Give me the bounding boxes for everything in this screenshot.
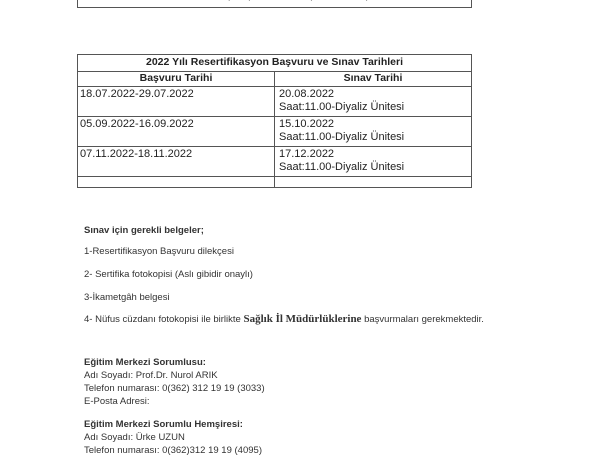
empty-row bbox=[78, 177, 472, 188]
phone-line bbox=[220, 0, 370, 1]
document-item-3: 3-İkametgâh belgesi bbox=[84, 292, 170, 303]
contact-1-email: E-Posta Adresi: bbox=[84, 396, 150, 407]
exam-detail: Saat:11.00-Diyaliz Ünitesi bbox=[279, 131, 405, 143]
exam-cell bbox=[275, 87, 472, 117]
document-item-4-post: başvurmaları gerekmektedir. bbox=[361, 314, 484, 325]
contact-2-phone: Telefon numarası: 0(362)312 19 19 (4095) bbox=[84, 445, 262, 456]
table-row bbox=[78, 87, 472, 117]
exam-schedule-table bbox=[77, 54, 472, 188]
exam-detail: Saat:11.00-Diyaliz Ünitesi bbox=[279, 101, 405, 113]
exam-detail: Saat:11.00-Diyaliz Ünitesi bbox=[279, 161, 405, 173]
application-date: 05.09.2022-16.09.2022 bbox=[78, 117, 275, 147]
documents-heading: Sınav için gerekli belgeler; bbox=[84, 225, 204, 236]
table-row bbox=[78, 147, 472, 177]
exam-cell bbox=[275, 117, 472, 147]
contact-2-title: Eğitim Merkezi Sorumlu Hemşiresi: bbox=[84, 419, 243, 430]
exam-cell bbox=[275, 147, 472, 177]
document-item-4-pre: 4- Nüfus cüzdanı fotokopisi ile birlikte bbox=[84, 314, 244, 325]
empty-cell bbox=[78, 177, 275, 188]
table-row bbox=[78, 117, 472, 147]
empty-cell bbox=[275, 177, 472, 188]
column-header-application: Başvuru Tarihi bbox=[78, 72, 275, 87]
application-date: 18.07.2022-29.07.2022 bbox=[78, 87, 275, 117]
document-item-4-bold: Sağlık İl Müdürlüklerine bbox=[243, 313, 362, 325]
contact-2-name: Adı Soyadı: Ürke UZUN bbox=[84, 432, 185, 443]
contact-1-phone: Telefon numarası: 0(362) 312 19 19 (3033) bbox=[84, 383, 265, 394]
contact-1-name: Adı Soyadı: Prof.Dr. Nurol ARIK bbox=[84, 370, 218, 381]
contact-1-title: Eğitim Merkezi Sorumlusu: bbox=[84, 357, 206, 368]
exam-date: 15.10.2022 bbox=[279, 118, 335, 130]
table-title: 2022 Yılı Resertifikasyon Başvuru ve Sınav Tarihleri bbox=[78, 55, 472, 72]
application-date: 07.11.2022-18.11.2022 bbox=[78, 147, 275, 177]
column-header-exam: Sınav Tarihi bbox=[275, 72, 472, 87]
document-item-4 bbox=[84, 313, 484, 325]
document-item-2: 2- Sertifika fotokopisi (Aslı gibidir onaylı) bbox=[84, 269, 253, 280]
exam-date: 17.12.2022 bbox=[279, 148, 335, 160]
document-item-1: 1-Resertifikasyon Başvuru dilekçesi bbox=[84, 246, 234, 257]
exam-date: 20.08.2022 bbox=[279, 88, 335, 100]
contact-table-fragment bbox=[77, 0, 472, 8]
